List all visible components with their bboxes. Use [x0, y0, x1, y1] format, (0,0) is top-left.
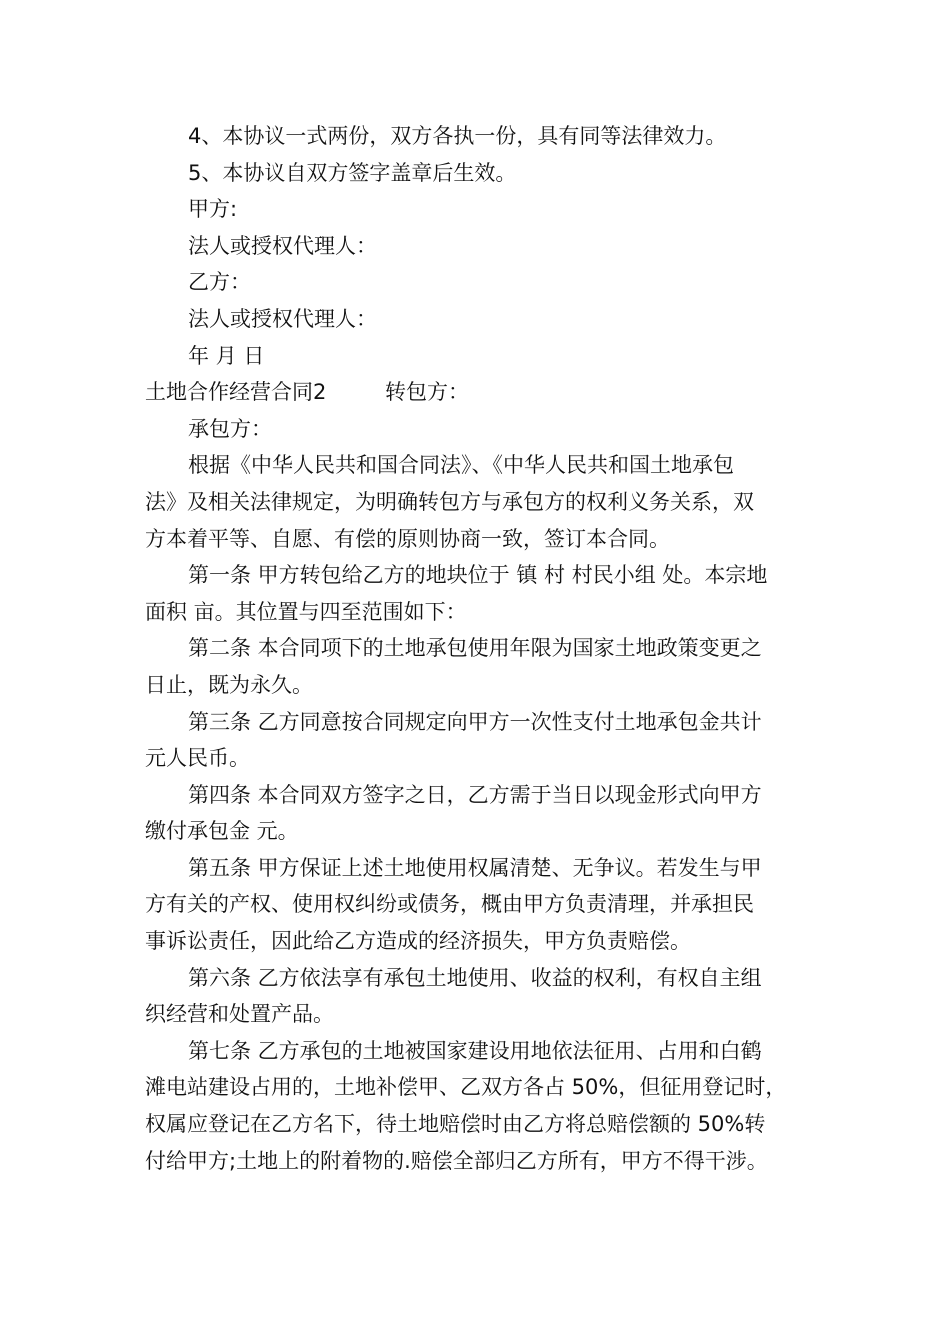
line-29: 付给甲方;土地上的附着物的.赔偿全部归乙方所有，甲方不得干涉。: [145, 1148, 768, 1173]
line-2: 5、本协议自双方签字盖章后生效。: [188, 160, 517, 185]
contract-title: 土地合作经营合同2: [145, 380, 327, 405]
line-27: 滩电站建设占用的，土地补偿甲、乙双方各占 50%，但征用登记时，: [145, 1075, 787, 1100]
line-15: 第二条 本合同项下的土地承包使用年限为国家土地政策变更之: [188, 636, 762, 661]
line-16: 日止，既为永久。: [145, 672, 313, 697]
line-10: 根据《中华人民共和国合同法》、《中华人民共和国土地承包: [188, 453, 734, 478]
line-11: 法》及相关法律规定，为明确转包方与承包方的权利义务关系，双: [145, 489, 754, 514]
line-28: 权属应登记在乙方名下，待土地赔偿时由乙方将总赔偿额的 50%转: [145, 1112, 766, 1137]
line-1: 4、本协议一式两份，双方各执一份，具有同等法律效力。: [188, 124, 727, 148]
line-6: 法人或授权代理人：: [188, 306, 377, 331]
line-18: 元人民币。: [145, 746, 250, 771]
line-3: 甲方:: [188, 197, 238, 222]
line-7: 年 月 日: [188, 343, 265, 368]
line-22: 方有关的产权、使用权纠纷或债务，概由甲方负责清理，并承担民: [145, 892, 754, 917]
line-25: 织经营和处置产品。: [145, 1002, 334, 1027]
line-17: 第三条 乙方同意按合同规定向甲方一次性支付土地承包金共计: [188, 709, 762, 734]
line-20: 缴付承包金 元。: [145, 819, 299, 844]
line-21: 第五条 甲方保证上述土地使用权属清楚、无争议。若发生与甲: [188, 855, 762, 880]
line-23: 事诉讼责任，因此给乙方造成的经济损失，甲方负责赔偿。: [145, 929, 691, 954]
contract-party-label: 转包方：: [385, 380, 469, 405]
line-9: 承包方：: [188, 416, 272, 441]
line-24: 第六条 乙方依法享有承包土地使用、收益的权利，有权自主组: [188, 965, 762, 990]
line-19: 第四条 本合同双方签字之日，乙方需于当日以现金形式向甲方: [188, 782, 762, 807]
document-page: [145, 118, 810, 1179]
line-13: 第一条 甲方转包给乙方的地块位于 镇 村 村民小组 处。本宗地: [188, 563, 768, 588]
line-4: 法人或授权代理人：: [188, 233, 377, 258]
contract-heading-row: [145, 374, 810, 411]
line-12: 方本着平等、自愿、有偿的原则协商一致，签订本合同。: [145, 526, 670, 551]
line-14: 面积 亩。其位置与四至范围如下：: [145, 599, 467, 624]
line-26: 第七条 乙方承包的土地被国家建设用地依法征用、占用和白鹤: [188, 1038, 762, 1063]
line-5: 乙方：: [188, 270, 251, 295]
